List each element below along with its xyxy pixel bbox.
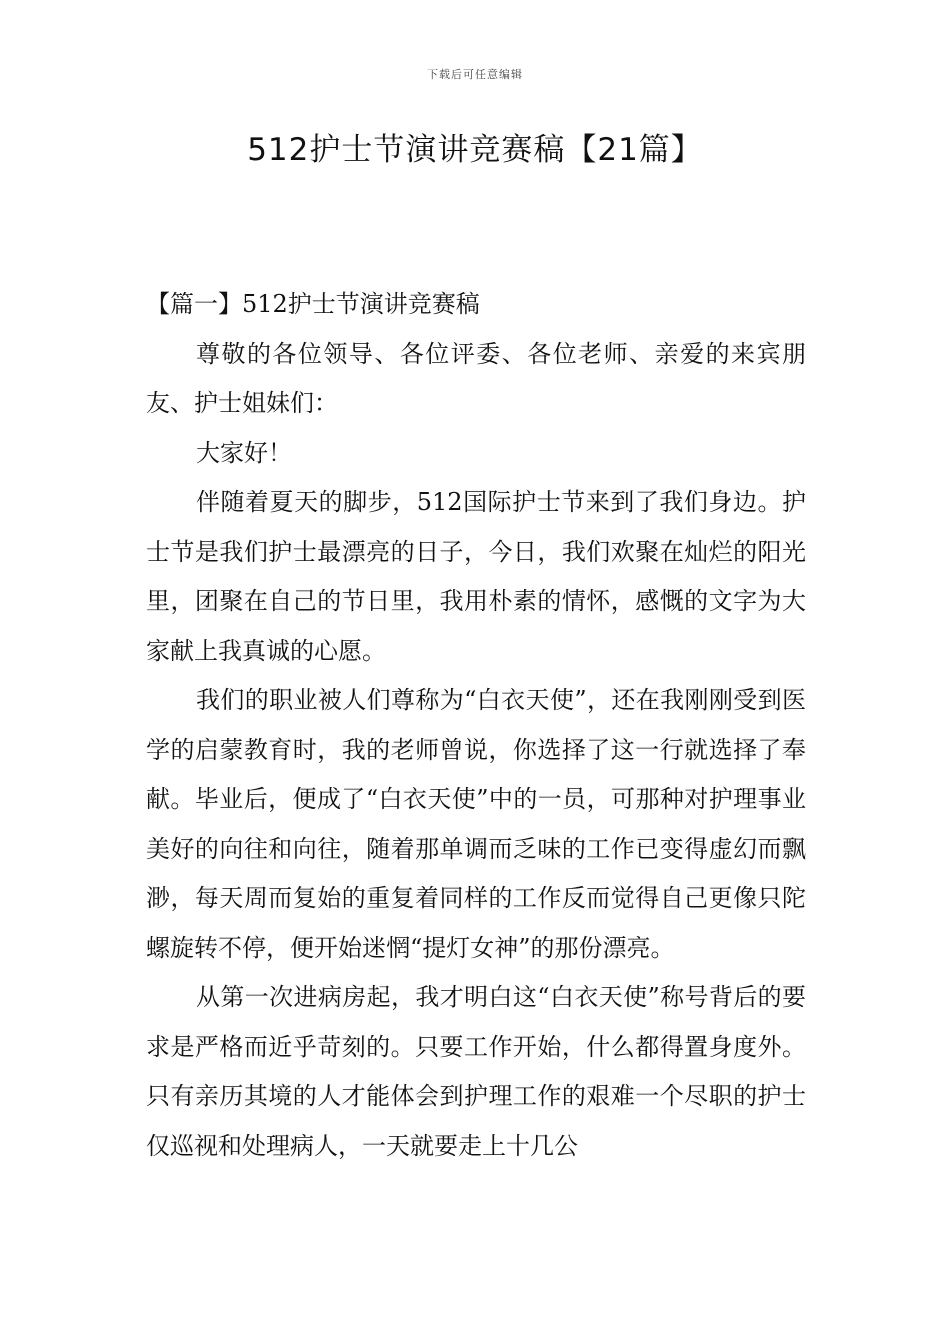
document-title: 512护士节演讲竞赛稿【21篇】 — [247, 132, 703, 168]
paragraph-profession: 我们的职业被人们尊称为“白衣天使”，还在我刚刚受到医学的启蒙教育时，我的老师曾说，你选择了这一行就选择了奉献。毕业后，便成了“白衣天使”中的一员，可那种对护理事业美好的向往和向往，随着那单调而乏味的工作已变得虚幻而飘渺，每天周而复始的重复着同样的工作反而觉得自己更像只陀螺旋转不停，便开始迷惘“提灯女神”的那份漂亮。 — [146, 686, 806, 962]
paragraph-intro: 伴随着夏天的脚步，512国际护士节来到了我们身边。护士节是我们护士最漂亮的日子，今日，我们欢聚在灿烂的阳光里，团聚在自己的节日里，我用朴素的情怀，感慨的文字为大家献上我真诚的心愿。 — [146, 488, 806, 665]
document-body — [146, 280, 806, 1171]
header-note: 下载后可任意编辑 — [427, 68, 523, 81]
paragraph-ward-experience: 从第一次进病房起，我才明白这“白衣天使”称号背后的要求是严格而近乎苛刻的。只要工作开始，什么都得置身度外。只有亲历其境的人才能体会到护理工作的艰难一个尽职的护士仅巡视和处理病人，一天就要走上十几公 — [146, 983, 806, 1160]
paragraph-greeting-audience: 尊敬的各位领导、各位评委、各位老师、亲爱的来宾朋友、护士姐妹们： — [146, 339, 806, 417]
section-heading: 【篇一】512护士节演讲竞赛稿 — [146, 290, 480, 318]
paragraph-hello: 大家好！ — [196, 438, 292, 467]
